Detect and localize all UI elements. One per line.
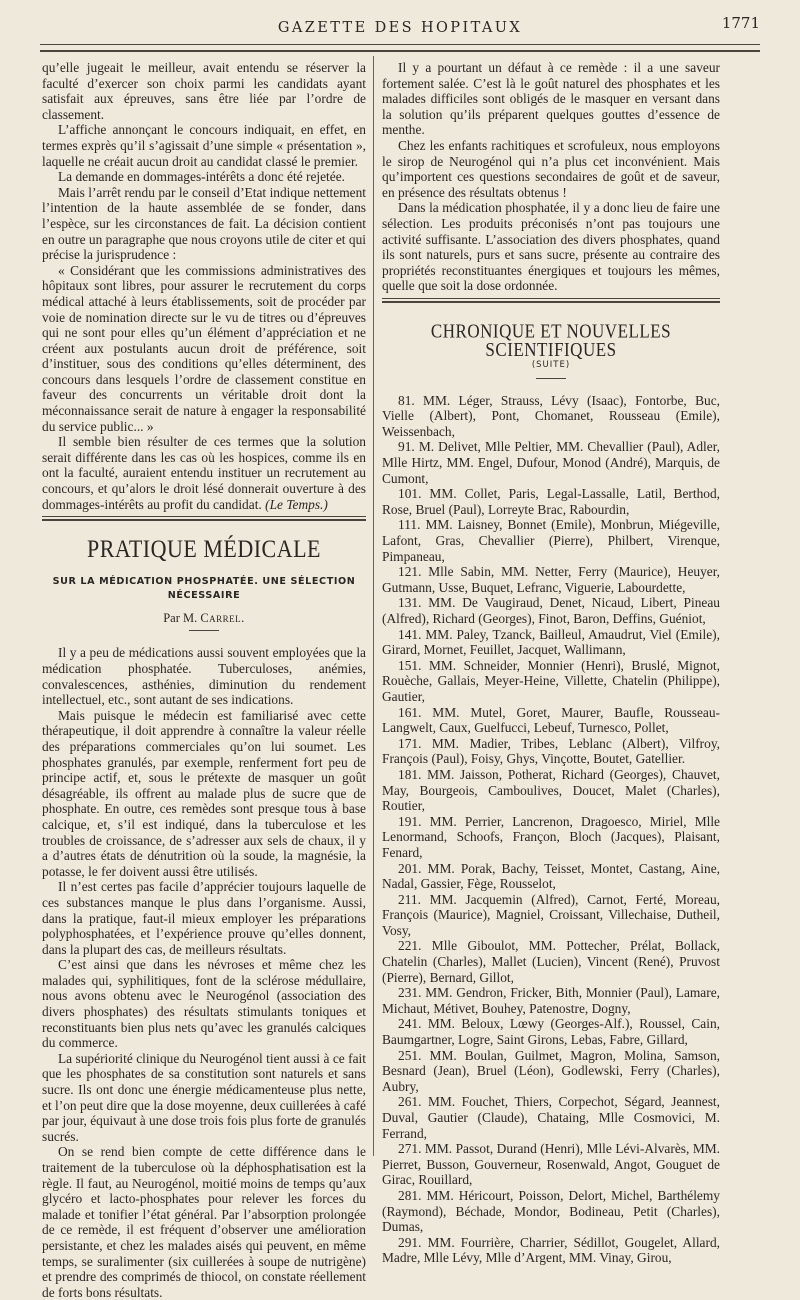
list-item: 181. MM. Jaisson, Potherat, Richard (Georges), Chauvet, May, Bourgeois, Camboulives, Doucet, Malet (Charles), Routier,: [382, 766, 720, 814]
column-divider: [373, 56, 374, 1156]
author-name: Carrel.: [200, 610, 245, 625]
list-item: 211. MM. Jacquemin (Alfred), Carnot, Ferté, Moreau, François (Maurice), Magniel, Croissant, Villechaise, Dutheil, Vosy,: [382, 891, 720, 938]
short-rule: [536, 378, 566, 379]
list-item: 191. MM. Perrier, Lancrenon, Dragoesco, Miriel, Mlle Lenormand, Schoofs, Françon, Bloch (Jacques), Plaisant, Fenard,: [382, 813, 720, 860]
paragraph: On se rend bien compte de cette différence dans le traitement de la tuberculose où la déphosphatisation est la règle. Il faut, au Neurogénol, moitié moins de temps qu’aux glycéro et lacto-phosphates pour relever les forces du malade et tonifier l’état général. Par l’absorption prolongée de ce remède, il est fréquent d’observer une amélioration persistante, et chez les malades aisés qui peuvent, en même temps, se suralimenter (six cuillerées à soupe de nutrigène) et prendre des comprimés de thiocol, on constate réellement de forts bons résultats.: [42, 1144, 366, 1300]
candidate-list: [382, 393, 720, 1266]
paragraph: Il n’est certes pas facile d’apprécier toujours laquelle de ces substances manque le plus dans l’organisme. Aussi, dans la pratique, faut-il mieux employer les préparations polyphosphatées, et l’expérience prouve qu’elles donnent, dans la plupart des cas, de meilleurs résultats.: [42, 879, 366, 957]
list-item: 121. Mlle Sabin, MM. Netter, Ferry (Maurice), Heuyer, Gutmann, Usse, Buquet, Lefranc, Viguerie, Labourdette,: [382, 564, 720, 595]
section-title-chronique: CHRONIQUE ET NOUVELLES SCIENTIFIQUES: [430, 320, 672, 361]
list-item: 251. MM. Boulan, Guilmet, Magron, Molina, Samson, Besnard (Jean), Bruel (Léon), Godlewski, Ferry (Charles), Aubry,: [382, 1047, 720, 1094]
paragraph: L’affiche annonçant le concours indiquait, en effet, en termes exprès qu’il s’agissait d’une simple « présentation », laquelle ne créait aucun droit au candidat classé le premier.: [42, 122, 366, 169]
paragraph: Mais l’arrêt rendu par le conseil d’Etat indique nettement l’intention de la haute assemblée de se fonder, dans l’espèce, sur les circonstances de fait. La décision contient en outre un paragraphe que nous croyons utile de citer et qui précise la jurisprudence :: [42, 184, 366, 263]
paragraph: Il y a pourtant un défaut à ce remède : il a une saveur fortement salée. C’est là le goût naturel des phosphates et les malades difficiles sont obligés de le masquer en versant dans la solution qu’ils préparent quelques gouttes d’essence de menthe.: [382, 60, 720, 138]
article-title: SUR LA MÉDICATION PHOSPHATÉE. UNE SÉLECTION NÉCESSAIRE: [52, 575, 356, 601]
section-title-pratique: PRATIQUE MÉDICALE: [87, 534, 321, 564]
short-rule: [189, 630, 219, 631]
paragraph: La demande en dommages-intérêts a donc été rejetée.: [58, 169, 346, 185]
list-item: 161. MM. Mutel, Goret, Maurer, Baufle, Rousseau-Langwelt, Caux, Guelfucci, Lebeuf, Turnesco, Pollet,: [382, 704, 720, 736]
paragraph-text: Il semble bien résulter de ces termes que la solution serait différente dans les cas où les hospices, comme ils en ont la faculté, auraient entendu instituer un recrutement au concours, et qu’alors le droit lésé donnerait ouverture à des dommages-intérêts au profit du candidat.: [42, 434, 366, 512]
section-rule: [42, 516, 366, 517]
page-header: [40, 14, 760, 44]
list-item: 171. MM. Madier, Tribes, Leblanc (Albert), Vilfroy, François (Paul), Foisy, Ghys, Vinçotte, Boutet, Gatellier.: [382, 735, 720, 767]
header-rule-thick: [40, 50, 760, 52]
paragraph: Mais puisque le médecin est familiarisé avec cette thérapeutique, il doit apprendre à connaître la valeur réelle des préparations commerciales qu’on lui soumet. Les phosphates granulés, par exemple, renferment fort peu de principe actif, et, sous le prétexte de masquer un goût désagréable, ils offrent au malade plus de sucre que de phosphate. En outre, ces remèdes sont presque tous à base calcique, et, s’il est indiqué, dans la tuberculose et les troubles de croissance, de s’adresser aux sels de chaux, il y a d’autres états de dénutrition où la soude, la magnésie, la potasse, le fer doivent aussi être utilisés.: [42, 707, 366, 879]
paragraph: qu’elle jugeait le meilleur, avait entendu se réserver la faculté d’exercer son choix parmi les candidats ayant satisfait aux épreuves, sans être liée par l’ordre de classement.: [42, 60, 366, 122]
section-rule-thick: [42, 519, 366, 521]
list-item: 281. MM. Héricourt, Poisson, Delort, Michel, Barthélemy (Raymond), Béchade, Mondor, Bodineau, Petit (Charles), Dumas,: [382, 1187, 720, 1235]
list-item: 141. MM. Paley, Tzanck, Bailleul, Amaudrut, Viel (Emile), Girard, Mornet, Feuillet, Jacquet, Wallimann,: [382, 626, 720, 658]
paragraph: C’est ainsi que dans les névroses et même chez les malades qui, syphilitiques, font de la sclérose médullaire, nous avons obtenu avec le Neurogénol (association des divers phosphates) des résultats stimulants toniques et reconstituants bien plus nets qu’avec les granulés calciques du commerce.: [42, 957, 366, 1051]
right-column: [382, 60, 720, 1266]
page-number: 1771: [721, 14, 760, 32]
list-item: 111. MM. Laisney, Bonnet (Emile), Monbrun, Miégeville, Lafont, Gras, Chevallier (Pierre), Philbert, Virenque, Pimpaneau,: [382, 517, 720, 564]
list-item: 101. MM. Collet, Paris, Legal-Lassalle, Latil, Berthod, Rose, Bruel (Paul), Lorreyte Brac, Rabourdin,: [382, 486, 720, 517]
list-item: 241. MM. Beloux, Lœwy (Georges-Alf.), Roussel, Cain, Baumgartner, Logre, Saint Girons, Lebas, Fabre, Gillard,: [382, 1016, 720, 1048]
author-prefix: Par M.: [163, 610, 198, 625]
list-item: 81. MM. Léger, Strauss, Lévy (Isaac), Fontorbe, Buc, Vielle (Albert), Pont, Chomanet, Rousseau (Emile), Weissenbach,: [382, 392, 720, 439]
list-item: 221. Mlle Giboulot, MM. Pottecher, Prélat, Bollack, Chatelin (Charles), Mallet (Lucien), Vincent (René), Pruvost (Pierre), Bernard, Gillot,: [382, 938, 720, 985]
article-author: [42, 611, 366, 627]
quotation: « Considérant que les commissions administratives des hôpitaux sont libres, pour assurer le recrutement du corps médical attaché à leurs établissements, soit de procéder par voie de nomination directe sur le vu de titres ou d’épreuves qui ne sont pour elles qu’un élément d’appréciation et ne créent aux postulants aucun droit de préférence, soit d’instituer, sous des conditions qu’elles déterminent, des concours dans lesquels l’ordre de classement constitue en faveur des concurrents un véritable droit dont la méconnaissance serait de nature à engager la responsabilité du service public... »: [42, 262, 366, 434]
paragraph: Dans la médication phosphatée, il y a donc lieu de faire une sélection. Les produits préconisés n’ont pas toujours une activité suffisante. L’association des divers phosphates, quand ils sont naturels, purs et sans sucre, présente au contraire des propriétés reconstituantes énergiques et toujours les mêmes, quelle que soit la dose ordonnée.: [382, 200, 720, 294]
paragraph: [42, 434, 366, 512]
section-rule-thick: [382, 301, 720, 303]
list-item: 231. MM. Gendron, Fricker, Bith, Monnier (Paul), Lamare, Michaut, Métivet, Bouhey, Patenostre, Dogny,: [382, 985, 720, 1016]
paragraph: Il y a peu de médications aussi souvent employées que la médication phosphatée. Tuberculoses, anémies, convalescences, asthénies, diminution du rendement intellectuel, etc., sont autant de ses indications.: [42, 645, 366, 708]
list-item: 291. MM. Fourrière, Charrier, Sédillot, Gougelet, Allard, Madre, Mlle Lévy, Mlle d’Argent, MM. Vinay, Girou,: [382, 1234, 720, 1266]
header-rule: [40, 44, 760, 45]
list-item: 91. M. Delivet, Mlle Peltier, MM. Chevallier (Paul), Adler, Mlle Hirtz, MM. Engel, Dufour, Monod (André), Marquis, de Cumont,: [382, 439, 720, 486]
list-item: 271. MM. Passot, Durand (Henri), Mlle Lévi-Alvarès, MM. Pierret, Busson, Gouverneur, Rosenwald, Angot, Gouguet de Girac, Rouillard,: [382, 1141, 720, 1188]
journal-title: GAZETTE DES HOPITAUX: [277, 20, 523, 36]
paragraph: La supériorité clinique du Neurogénol tient aussi à ce fait que les phosphates de sa constitution sont naturels et sans sucre. Ils ont donc une énergie médicamenteuse plus nette, et l’on peut dire que la dose moyenne, deux cuillerées à café par jour, équivaut à une dose trois fois plus forte de granulés sucrés.: [42, 1050, 366, 1144]
list-item: 201. MM. Porak, Bachy, Teisset, Montet, Castang, Aine, Nadal, Gassier, Fège, Rousselot,: [382, 860, 720, 892]
source-citation: (Le Temps.): [265, 496, 328, 512]
list-item: 151. MM. Schneider, Monnier (Henri), Bruslé, Mignot, Rouèche, Gallais, Meyer-Heine, Villette, Chatelin (Philippe), Gautier,: [382, 657, 720, 704]
suite-label: (SUITE): [531, 360, 571, 371]
paragraph: Chez les enfants rachitiques et scrofuleux, nous employons le sirop de Neurogénol qui n’a plus cet inconvénient. Mais qu’importent ces questions secondaires de goût et de saveur, en présence des résultats obtenus !: [382, 137, 720, 200]
list-item: 261. MM. Fouchet, Thiers, Corpechot, Ségard, Jeannest, Duval, Gautier (Claude), Chataing, Mlle Cosmovici, M. Ferrand,: [382, 1094, 720, 1141]
list-item: 131. MM. De Vaugiraud, Denet, Nicaud, Libert, Pineau (Alfred), Richard (Georges), Finot, Baron, Deffins, Guéniot,: [382, 595, 720, 626]
left-column: [42, 60, 366, 1300]
section-rule: [382, 298, 720, 299]
